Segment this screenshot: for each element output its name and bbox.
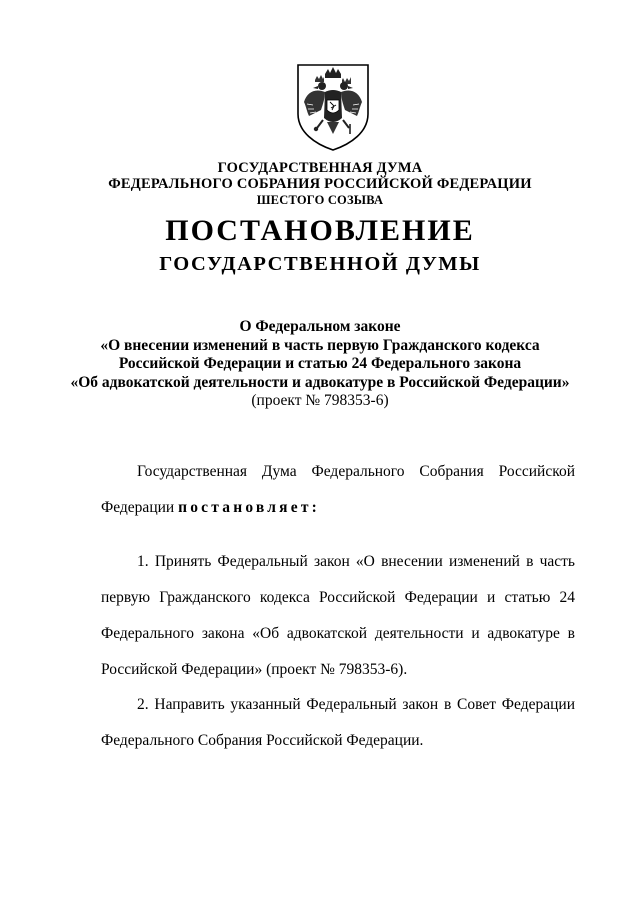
law-heading-line: «Об адвокатской деятельности и адвокатуре в Российской Федерации» (70, 373, 570, 391)
issuing-body-header (0, 160, 640, 208)
law-heading-line: Российской Федерации и статью 24 Федерального закона (118, 355, 522, 372)
coat-of-arms-icon (295, 62, 371, 152)
document-subtitle: ГОСУДАРСТВЕННОЙ ДУМЫ (159, 253, 481, 275)
intro-prefix: Федерации (101, 499, 179, 516)
law-heading-line: О Федеральном законе (239, 318, 401, 335)
law-heading (0, 318, 640, 411)
item-1-line: Федерального закона «Об адвокатской деятельности и адвокатуре в (101, 625, 575, 642)
header-line-duma: ГОСУДАРСТВЕННАЯ ДУМА (217, 160, 423, 176)
item-2-line: Федерального Собрания Российской Федерации. (101, 732, 424, 749)
header-line-convocation: ШЕСТОГО СОЗЫВА (256, 193, 384, 207)
item-1-line: 1. Принять Федеральный закон «О внесении изменений в часть (137, 553, 575, 570)
document-title: ПОСТАНОВЛЕНИЕ (165, 214, 475, 247)
law-heading-line: «О внесении изменений в часть первую Гражданского кодекса (100, 336, 540, 354)
resolution-intro-line: Государственная Дума Федерального Собрания Российской (137, 463, 575, 480)
item-1-line: Российской Федерации» (проект № 798353-6). (101, 661, 408, 678)
draft-number: (проект № 798353-6) (251, 392, 389, 409)
item-1-line: первую Гражданского кодекса Российской Федерации и статью 24 (101, 589, 575, 606)
item-2-line: 2. Направить указанный Федеральный закон в Совет Федерации (137, 696, 575, 713)
resolves-keyword: постановляет: (178, 499, 320, 516)
resolution-intro-line (101, 498, 575, 517)
header-line-assembly: ФЕДЕРАЛЬНОГО СОБРАНИЯ РОССИЙСКОЙ ФЕДЕРАЦИИ (108, 176, 532, 192)
